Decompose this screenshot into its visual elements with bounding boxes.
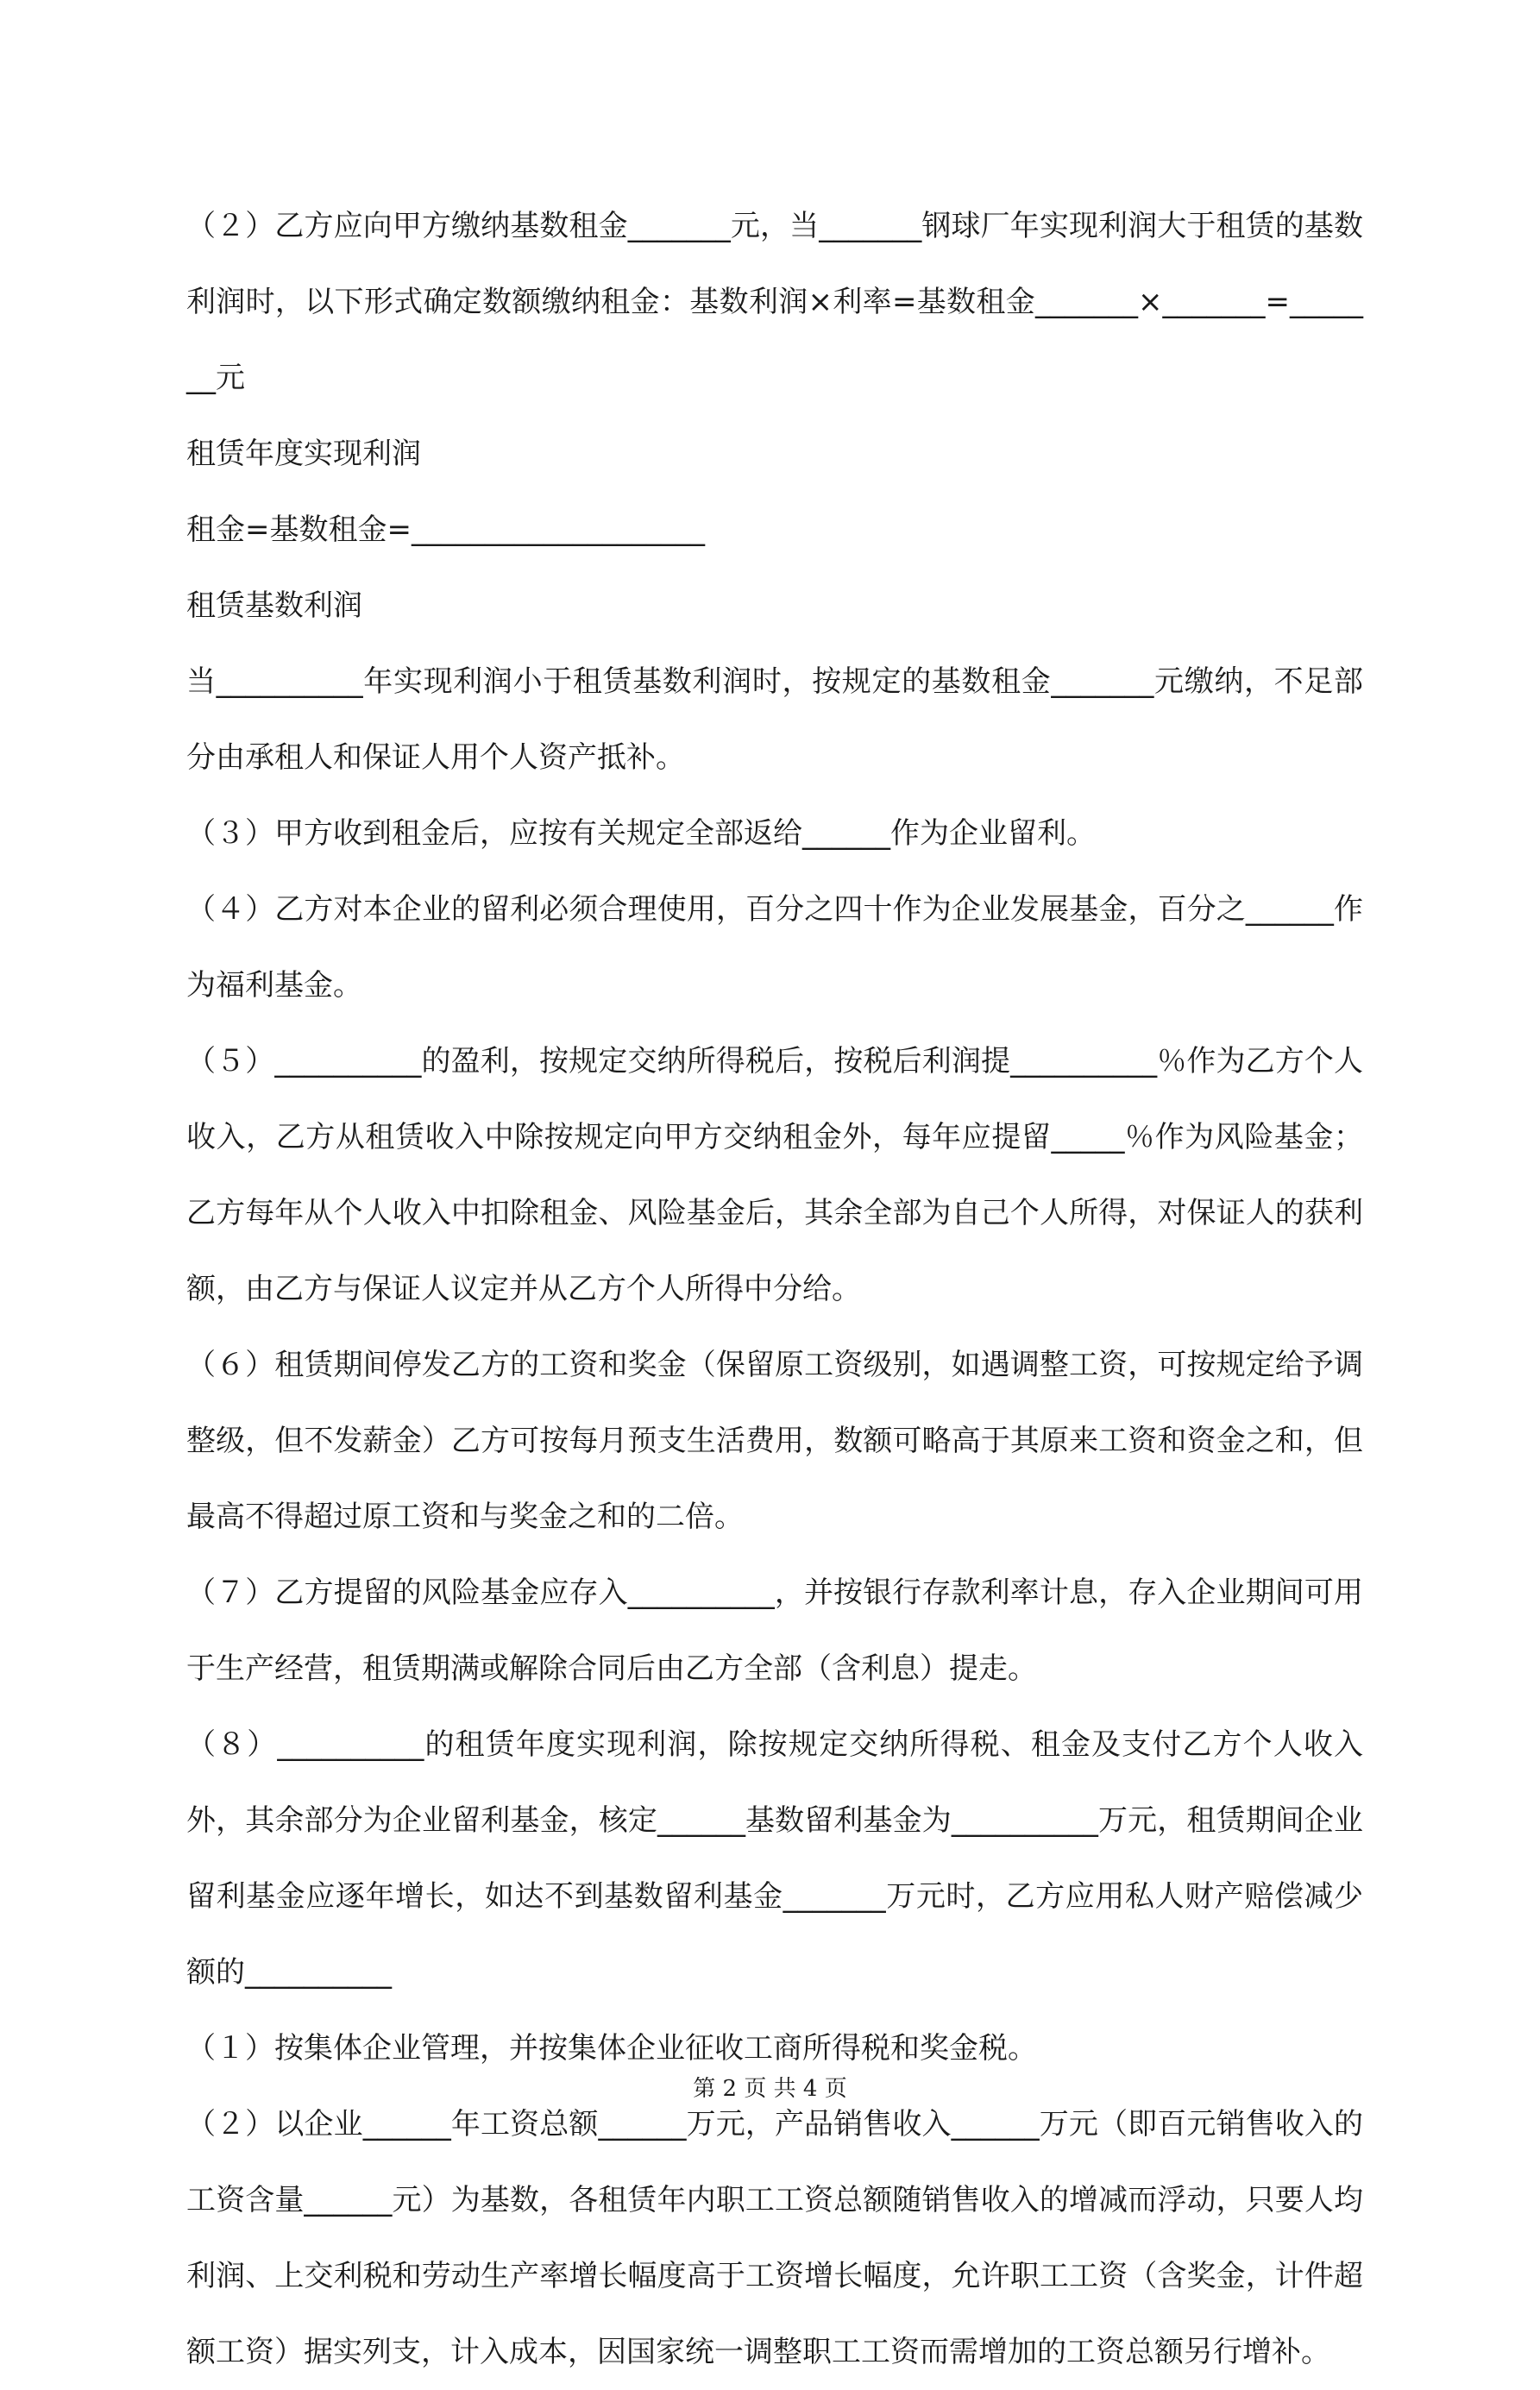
- document-body: [186, 188, 1363, 2390]
- paragraph-tax-clause-1: （１）按集体企业管理，并按集体企业征收工商所得税和奖金税。: [186, 2031, 1037, 2066]
- paragraph-clause-7: （７）乙方提留的风险基金应存入__________，并按银行存款利率计息，存入企业期间可用于生产经营，租赁期满或解除合同后由乙方全部（含利息）提走。: [186, 1576, 1363, 1686]
- paragraph-clause-3: （３）甲方收到租金后，应按有关规定全部返给______作为企业留利。: [186, 816, 1096, 851]
- paragraph-rent-formula: 租金=基数租金=____________________: [186, 513, 705, 547]
- paragraph-clause-8: （８）__________的租赁年度实现利润，除按规定交纳所得税、租金及支付乙方个人收入外，其余部分为企业留利基金，核定______基数留利基金为__________万元，租赁期间企业留利基金应逐年增长，如达不到基数留利基金_______万元时，乙方应用私人财产赔偿减少额的__________: [186, 1727, 1363, 1990]
- page-number-footer: 第 2 页 共 4 页: [693, 2076, 847, 2102]
- paragraph-clause-6: （６）租赁期间停发乙方的工资和奖金（保留原工资级别，如遇调整工资，可按规定给予调整级，但不发薪金）乙方可按每月预支生活费用，数额可略高于其原来工资和资金之和，但最高不得超过原工资和与奖金之和的二倍。: [186, 1348, 1363, 1534]
- paragraph-tax-clause-2: （２）以企业______年工资总额______万元，产品销售收入______万元（即百元销售收入的工资含量______元）为基数，各租赁年内职工工资总额随销售收入的增减而浮动，只要人均利润、上交利税和劳动生产率增长幅度高于工资增长幅度，允许职工工资（含奖金，计件超额工资）据实列支，计入成本，因国家统一调整职工工资而需增加的工资总额另行增补。: [186, 2107, 1363, 2369]
- paragraph-base-rent: （２）乙方应向甲方缴纳基数租金_______元，当_______钢球厂年实现利润大于租赁的基数利润时，以下形式确定数额缴纳租金：基数利润×利率=基数租金_______×_______=_______元: [186, 209, 1363, 395]
- paragraph-clause-5: （５）__________的盈利，按规定交纳所得税后，按税后利润提__________％作为乙方个人收入，乙方从租赁收入中除按规定向甲方交纳租金外，每年应提留_____％作为风险基金；乙方每年从个人收入中扣除租金、风险基金后，其余全部为自己个人所得，对保证人的获利额，由乙方与保证人议定并从乙方个人所得中分给。: [186, 1044, 1363, 1306]
- paragraph-profit-shortfall: 当__________年实现利润小于租赁基数利润时，按规定的基数租金_______元缴纳，不足部分由承租人和保证人用个人资产抵补。: [186, 664, 1363, 775]
- paragraph-base-profit-label: 租赁基数利润: [186, 588, 362, 623]
- paragraph-clause-4: （４）乙方对本企业的留利必须合理使用，百分之四十作为企业发展基金，百分之______作为福利基金。: [186, 892, 1363, 1003]
- paragraph-annual-profit-label: 租赁年度实现利润: [186, 437, 421, 471]
